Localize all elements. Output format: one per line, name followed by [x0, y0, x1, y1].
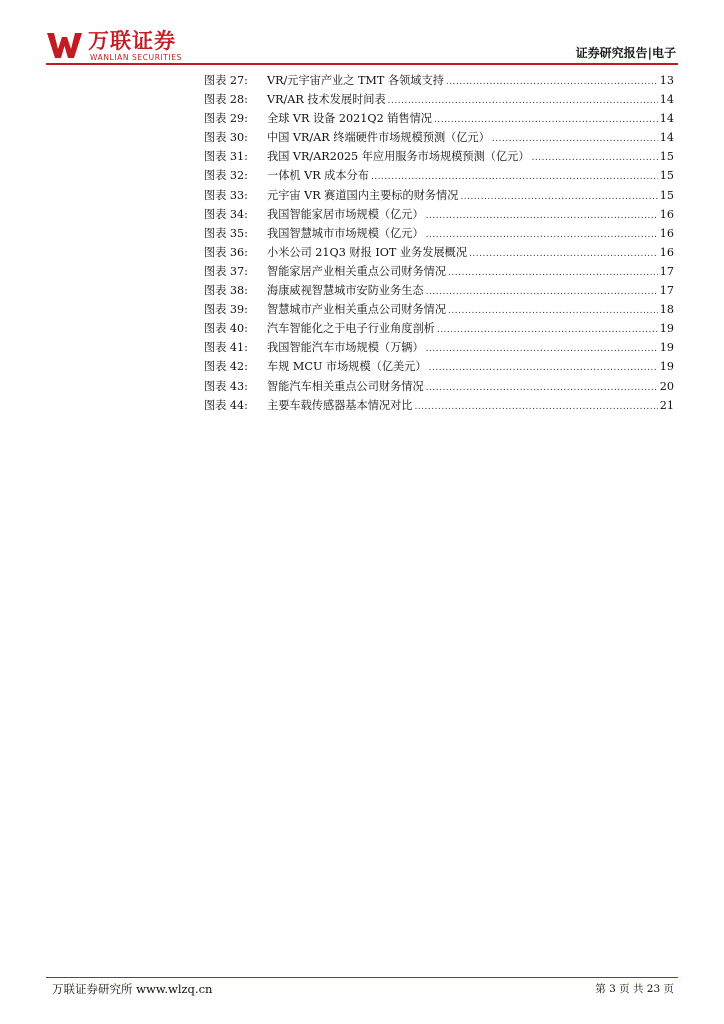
brand-name-cn: 万联证券 — [88, 29, 176, 53]
toc-entry-title: 海康威视智慧城市安防业务生态 — [267, 284, 424, 298]
toc-entry-title: 智能家居产业相关重点公司财务情况 — [267, 264, 447, 278]
toc-entry-leader — [426, 230, 658, 240]
toc-entry-label: 图表 44: — [204, 398, 248, 412]
toc-entry-title: 车规 MCU 市场规模（亿美元） — [267, 360, 427, 374]
header-divider — [46, 63, 678, 65]
toc-entry-page: 19 — [659, 322, 674, 336]
toc-entry[interactable] — [204, 282, 674, 301]
toc-entry[interactable] — [204, 397, 674, 416]
toc-entry[interactable] — [204, 378, 674, 397]
toc-entry[interactable] — [204, 110, 674, 129]
toc-entry-leader — [426, 211, 658, 221]
toc-entry[interactable] — [204, 320, 674, 339]
toc-entry[interactable] — [204, 263, 674, 282]
toc-entry-leader — [448, 306, 658, 316]
toc-entry-page: 15 — [659, 150, 674, 164]
toc-entry-label: 图表 42: — [204, 360, 248, 374]
figure-index — [204, 72, 674, 416]
toc-entry[interactable] — [204, 167, 674, 186]
toc-entry-page: 19 — [659, 341, 674, 355]
toc-entry-label: 图表 34: — [204, 207, 248, 221]
toc-entry-page: 14 — [659, 131, 674, 145]
toc-entry-page: 17 — [659, 284, 674, 298]
toc-entry[interactable] — [204, 339, 674, 358]
toc-entry-label: 图表 40: — [204, 322, 248, 336]
toc-entry-title: 小米公司 21Q3 财报 IOT 业务发展概况 — [267, 245, 468, 259]
toc-entry-page: 16 — [659, 207, 674, 221]
toc-entry-title: 智慧城市产业相关重点公司财务情况 — [267, 303, 447, 317]
toc-entry-label: 图表 29: — [204, 112, 248, 126]
toc-entry-leader — [426, 287, 658, 297]
toc-entry-title: 元宇宙 VR 赛道国内主要标的财务情况 — [267, 188, 459, 202]
toc-entry-title: 中国 VR/AR 终端硬件市场规模预测（亿元） — [267, 131, 490, 145]
toc-entry-leader — [469, 249, 658, 259]
toc-entry[interactable] — [204, 244, 674, 263]
toc-entry-label: 图表 32: — [204, 169, 248, 183]
toc-entry-title: 我国智能汽车市场规模（万辆） — [267, 341, 424, 355]
toc-entry-title: VR/AR 技术发展时间表 — [267, 93, 386, 107]
toc-entry-page: 15 — [659, 169, 674, 183]
toc-entry-leader — [437, 325, 658, 335]
footer-divider — [46, 977, 678, 978]
toc-entry-leader — [532, 153, 658, 163]
footer-source: 万联证券研究所 www.wlzq.cn — [52, 982, 213, 996]
toc-entry-leader — [492, 134, 658, 144]
toc-entry-leader — [429, 363, 658, 373]
toc-entry-leader — [460, 192, 657, 202]
toc-entry-label: 图表 37: — [204, 264, 248, 278]
toc-entry-label: 图表 38: — [204, 284, 248, 298]
toc-entry-title: 我国 VR/AR2025 年应用服务市场规模预测（亿元） — [267, 150, 530, 164]
toc-entry-page: 18 — [659, 303, 674, 317]
toc-entry-title: 一体机 VR 成本分布 — [267, 169, 369, 183]
toc-entry-label: 图表 43: — [204, 379, 248, 393]
toc-entry-page: 21 — [659, 398, 674, 412]
toc-entry-leader — [448, 268, 658, 278]
toc-entry-page: 19 — [659, 360, 674, 374]
toc-entry[interactable] — [204, 187, 674, 206]
report-type: 证券研究报告|电子 — [575, 46, 676, 60]
toc-entry[interactable] — [204, 72, 674, 91]
toc-entry-page: 17 — [659, 264, 674, 278]
toc-entry[interactable] — [204, 358, 674, 377]
wanlian-logo-icon — [46, 30, 84, 60]
toc-entry-title: 我国智慧城市市场规模（亿元） — [267, 226, 424, 240]
toc-entry-title: 智能汽车相关重点公司财务情况 — [267, 379, 424, 393]
toc-entry-title: 我国智能家居市场规模（亿元） — [267, 207, 424, 221]
toc-entry-title: 全球 VR 设备 2021Q2 销售情况 — [267, 112, 432, 126]
toc-entry[interactable] — [204, 225, 674, 244]
toc-entry-leader — [434, 115, 658, 125]
toc-entry[interactable] — [204, 129, 674, 148]
toc-entry-label: 图表 30: — [204, 131, 248, 145]
toc-entry-label: 图表 31: — [204, 150, 248, 164]
toc-entry-page: 14 — [659, 112, 674, 126]
toc-entry-label: 图表 36: — [204, 245, 248, 259]
toc-entry-page: 16 — [659, 226, 674, 240]
toc-entry-label: 图表 39: — [204, 303, 248, 317]
toc-entry[interactable] — [204, 206, 674, 225]
toc-entry-leader — [414, 402, 657, 412]
toc-entry-leader — [426, 383, 658, 393]
toc-entry-page: 16 — [659, 245, 674, 259]
brand-name-en: WANLIAN SECURITIES — [90, 53, 183, 62]
toc-entry-page: 13 — [659, 74, 674, 87]
toc-entry-label: 图表 28: — [204, 93, 248, 107]
toc-entry[interactable] — [204, 91, 674, 110]
toc-entry-title: VR/元宇宙产业之 TMT 各领域支持 — [267, 74, 444, 87]
toc-entry-page: 14 — [659, 93, 674, 107]
toc-entry-leader — [388, 96, 658, 106]
toc-entry-label: 图表 35: — [204, 226, 248, 240]
toc-entry-title: 汽车智能化之于电子行业角度剖析 — [267, 322, 435, 336]
toc-entry-leader — [371, 172, 658, 182]
toc-entry-leader — [446, 77, 658, 87]
page-number: 第 3 页 共 23 页 — [595, 983, 674, 995]
toc-entry[interactable] — [204, 301, 674, 320]
toc-entry-title: 主要车载传感器基本情况对比 — [267, 398, 413, 412]
toc-entry-leader — [426, 344, 658, 354]
toc-entry-label: 图表 41: — [204, 341, 248, 355]
toc-entry-label: 图表 27: — [204, 74, 248, 87]
toc-entry-page: 15 — [659, 188, 674, 202]
toc-entry-label: 图表 33: — [204, 188, 248, 202]
page-header — [46, 28, 676, 64]
toc-entry[interactable] — [204, 148, 674, 167]
toc-entry-page: 20 — [659, 379, 674, 393]
